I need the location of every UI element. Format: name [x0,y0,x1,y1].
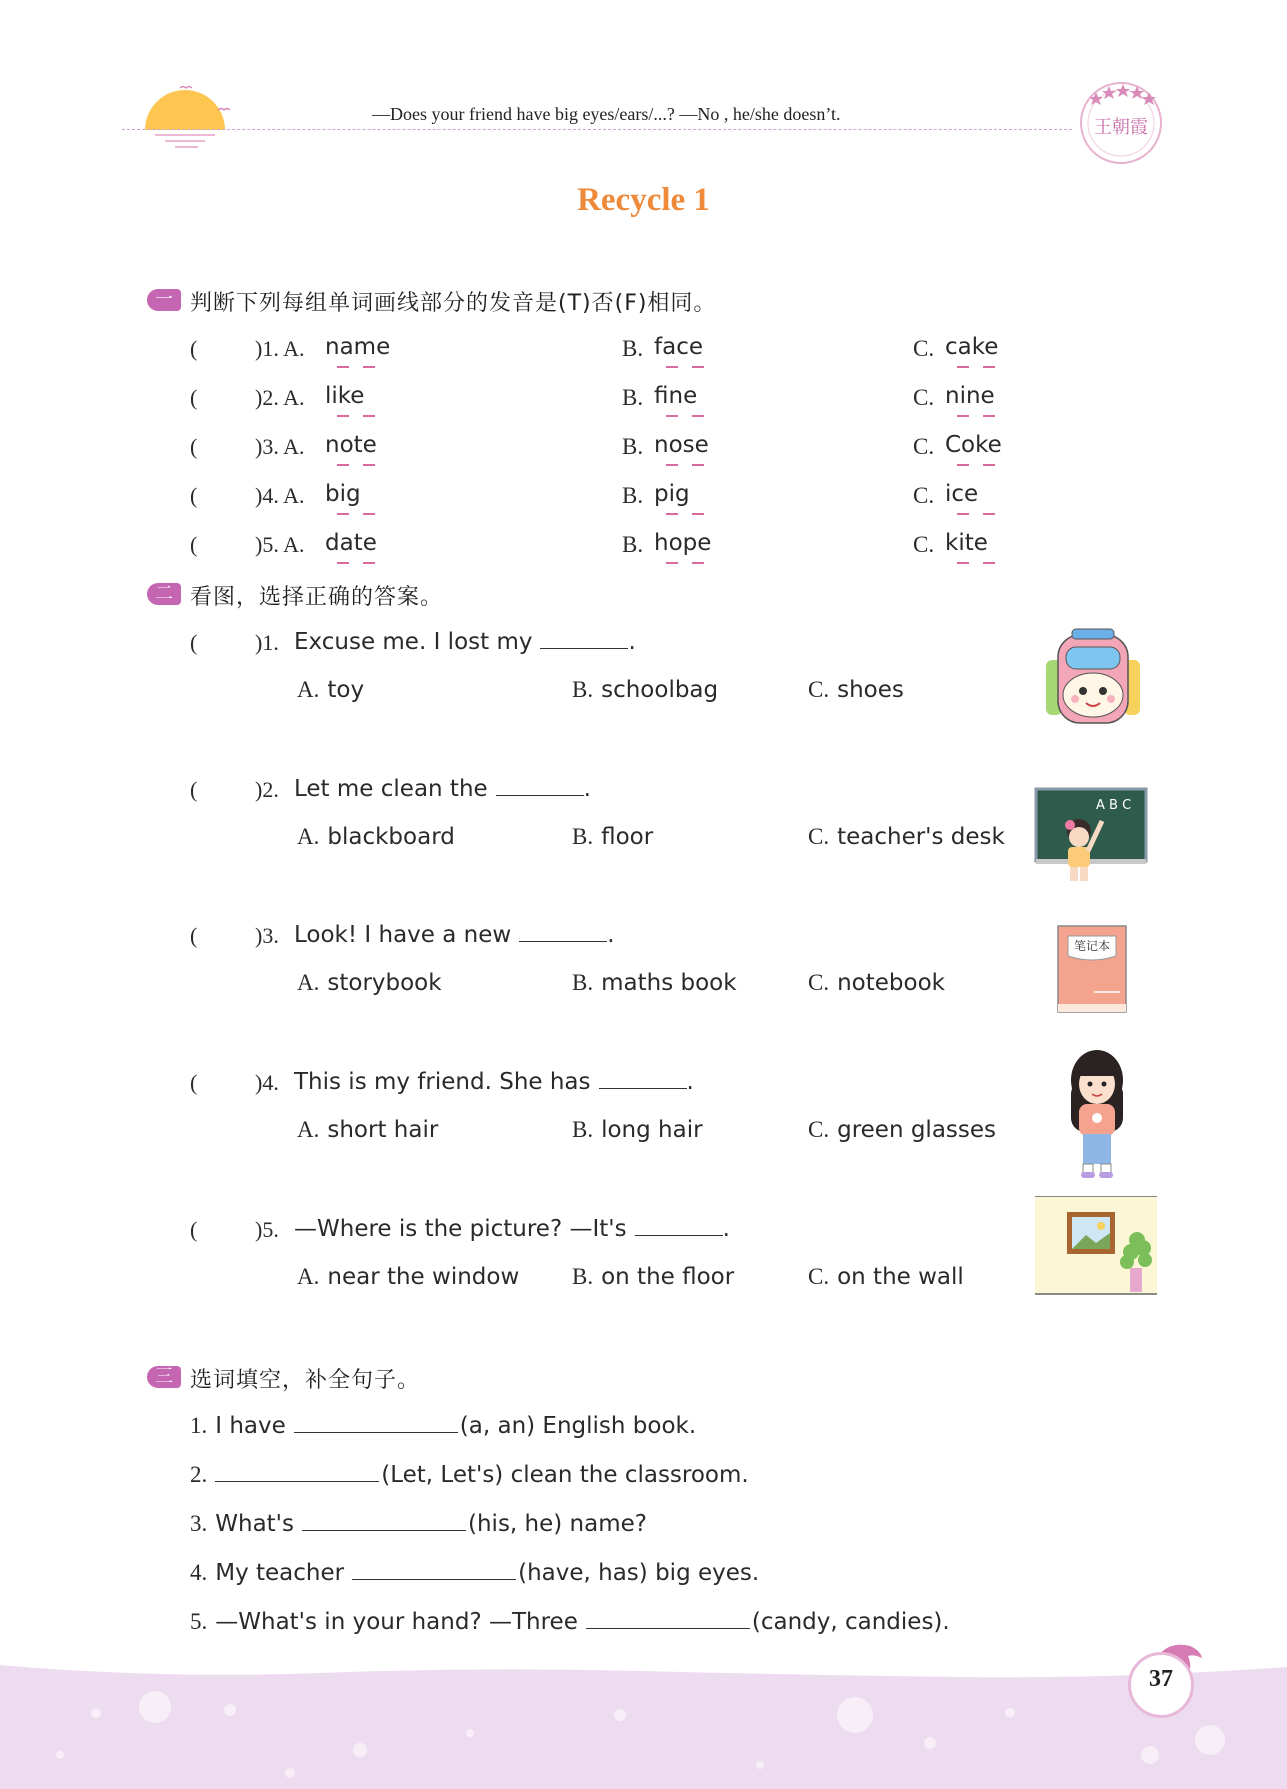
fill-in-sentence [190,1412,696,1439]
footer-wave-decoration [0,1655,1287,1789]
answer-line [540,628,628,649]
option-b[interactable] [572,1264,734,1290]
option-c-label: C. [913,434,935,459]
option-c-label: C. [808,1264,830,1289]
pronunciation-underline [363,464,375,466]
blackboard-text: A B C [1096,798,1132,813]
item-number: 1. [190,1413,208,1438]
answer-blank[interactable] [205,1215,255,1241]
option-c-text: green glasses [837,1117,997,1143]
pronunciation-underline [666,464,678,466]
sentence-before: My teacher [215,1560,345,1586]
pronunciation-underline [983,464,995,466]
pronunciation-underline [337,415,349,417]
pronunciation-underline [692,415,704,417]
pronunciation-underline [337,366,349,368]
pronunciation-underline [957,464,969,466]
question-text [294,775,591,802]
answer-blank[interactable] [205,921,255,947]
pronunciation-underline [337,464,349,466]
option-c-word: ice [945,481,979,507]
option-c-text: on the wall [837,1264,964,1290]
pronunciation-underline [363,415,375,417]
sentence-after: (candy, candies). [751,1609,950,1635]
option-a[interactable] [297,824,455,850]
option-b-text: schoolbag [601,677,719,703]
option-c-word: kite [945,530,988,556]
option-c-label: C. [808,970,830,995]
option-a-text: storybook [327,970,442,996]
pronunciation-underline [666,415,678,417]
pronunciation-underline [983,415,995,417]
question-end: . [607,922,615,948]
question-sentence: Let me clean the [294,776,488,802]
answer-line [635,1215,723,1236]
pronunciation-underline [957,415,969,417]
question-sentence: —Where is the picture? —It's [294,1216,627,1242]
option-c-label: C. [913,532,935,557]
pronunciation-underline [957,513,969,515]
option-b-word: face [654,334,703,360]
pronunciation-underline [363,562,375,564]
option-a-label: A. [297,1264,320,1289]
sentence-after: (a, an) English book. [459,1413,697,1439]
notebook-picture [1054,924,1130,1014]
option-a-word: like [325,383,365,409]
option-c-text: notebook [837,970,945,996]
pronunciation-underline [363,513,375,515]
option-b[interactable] [572,970,737,996]
option-b[interactable] [572,677,718,703]
section2-badge: 二 [147,583,181,605]
option-b-label: B. [622,434,644,459]
sentence-after: (Let, Let's) clean the classroom. [381,1462,749,1488]
pronunciation-underline [666,366,678,368]
section3-title: 选词填空，补全句子。 [190,1368,421,1393]
answer-paren-open: ( [190,630,198,655]
option-b-label: B. [572,1117,594,1142]
wall-picture [1035,1196,1157,1296]
item-number: 3. [190,1511,208,1536]
pronunciation-underline [666,513,678,515]
option-a-word: name [325,334,391,360]
option-b[interactable] [572,824,653,850]
header-divider [122,129,1072,130]
question-number: )5. A. [255,532,305,557]
option-a[interactable] [297,1117,438,1143]
option-b-label: B. [572,1264,594,1289]
option-b-label: B. [572,677,594,702]
fill-in-sentence [190,1461,749,1488]
option-c-text: teacher's desk [837,824,1005,850]
notebook-label: 笔记本 [1073,939,1111,953]
question-text [294,921,615,948]
question-end: . [686,1069,694,1095]
item-number: 2. [190,1462,208,1487]
option-c[interactable] [808,1264,964,1290]
question-text [294,1215,730,1242]
question-sentence: Look! I have a new [294,922,512,948]
pronunciation-underline [983,562,995,564]
option-c-label: C. [913,483,935,508]
fill-in-sentence [190,1510,647,1537]
answer-paren-open: ( [190,434,198,459]
answer-paren-open: ( [190,336,198,361]
fill-in-sentence [190,1608,950,1635]
option-b-word: nose [654,432,709,458]
answer-blank[interactable] [205,481,255,507]
option-a-label: A. [297,824,320,849]
pronunciation-underline [337,513,349,515]
option-b-label: B. [572,970,594,995]
question-end: . [722,1216,730,1242]
pronunciation-underline [692,464,704,466]
option-c-label: C. [808,824,830,849]
option-a-label: A. [297,677,320,702]
answer-blank[interactable] [205,775,255,801]
option-b-text: maths book [601,970,737,996]
fill-in-blank[interactable] [352,1559,516,1580]
answer-paren-open: ( [190,923,198,948]
option-b-text: on the floor [601,1264,735,1290]
option-b[interactable] [572,1117,703,1143]
option-a-text: short hair [327,1117,439,1143]
fill-in-sentence [190,1559,759,1586]
option-b-label: B. [622,483,644,508]
option-a-label: A. [297,970,320,995]
option-c-word: nine [945,383,995,409]
option-c[interactable] [808,970,945,996]
fill-in-blank[interactable] [294,1412,458,1433]
answer-line [599,1068,687,1089]
answer-paren-open: ( [190,1217,198,1242]
option-b-text: floor [601,824,654,850]
option-a-text: blackboard [327,824,455,850]
pronunciation-underline [363,366,375,368]
question-number: )4. A. [255,483,305,508]
sunset-decoration-icon [140,85,240,155]
option-b-text: long hair [601,1117,703,1143]
answer-paren-open: ( [190,483,198,508]
sentence-before: —What's in your hand? —Three [215,1609,578,1635]
option-b-label: B. [622,532,644,557]
option-b-word: fine [654,383,698,409]
girl-picture [1063,1046,1131,1180]
answer-blank[interactable] [205,383,255,409]
answer-blank[interactable] [205,334,255,360]
question-number: )5. [255,1217,279,1242]
option-a-text: near the window [327,1264,520,1290]
fill-in-blank[interactable] [586,1608,750,1629]
answer-paren-open: ( [190,1070,198,1095]
question-end: . [628,629,636,655]
option-b-label: B. [572,824,594,849]
pronunciation-underline [983,513,995,515]
sentence-before: What's [215,1511,294,1537]
pronunciation-underline [337,562,349,564]
pronunciation-underline [692,366,704,368]
answer-blank[interactable] [205,530,255,556]
option-a[interactable] [297,970,442,996]
option-a-text: toy [327,677,365,703]
pronunciation-underline [957,366,969,368]
answer-blank[interactable] [205,1068,255,1094]
option-a-word: note [325,432,377,458]
fill-in-blank[interactable] [302,1510,466,1531]
option-c[interactable] [808,677,904,703]
answer-paren-open: ( [190,532,198,557]
pronunciation-underline [692,562,704,564]
option-b-label: B. [622,385,644,410]
header-sentence: —Does your friend have big eyes/ears/...? —No , he/she doesn’t. [372,104,841,124]
question-sentence: Excuse me. I lost my [294,629,533,655]
option-c[interactable] [808,1117,996,1143]
schoolbag-picture [1038,625,1148,727]
answer-blank[interactable] [205,628,255,654]
question-number: )4. [255,1070,279,1095]
option-b-label: B. [622,336,644,361]
option-c-label: C. [913,385,935,410]
option-b-word: pig [654,481,690,507]
answer-paren-open: ( [190,777,198,802]
option-a-word: date [325,530,377,556]
question-number: )1. [255,630,279,655]
question-text [294,628,636,655]
question-number: )3. [255,923,279,948]
pronunciation-underline [692,513,704,515]
answer-line [519,921,607,942]
question-number: )1. A. [255,336,305,361]
option-c-label: C. [808,1117,830,1142]
question-number: )2. [255,777,279,802]
answer-line [496,775,584,796]
section2-title: 看图，选择正确的答案。 [190,585,444,610]
option-a-word: big [325,481,361,507]
option-c-word: cake [945,334,999,360]
sentence-after: (have, has) big eyes. [518,1560,760,1586]
blackboard-picture [1034,785,1150,885]
pronunciation-underline [957,562,969,564]
option-a[interactable] [297,677,364,703]
item-number: 5. [190,1609,208,1634]
question-end: . [583,776,591,802]
option-c[interactable] [808,824,1005,850]
option-b-word: hope [654,530,712,556]
item-number: 4. [190,1560,208,1585]
option-a-label: A. [297,1117,320,1142]
question-text [294,1068,694,1095]
page-title: Recycle 1 [577,182,710,218]
answer-blank[interactable] [205,432,255,458]
fill-in-blank[interactable] [215,1461,379,1482]
question-number: )3. A. [255,434,305,459]
question-sentence: This is my friend. She has [294,1069,591,1095]
option-c-word: Coke [945,432,1002,458]
option-c-label: C. [913,336,935,361]
option-a[interactable] [297,1264,519,1290]
option-c-label: C. [808,677,830,702]
sentence-after: (his, he) name? [468,1511,647,1537]
brand-stamp-icon [1076,78,1166,168]
pronunciation-underline [983,366,995,368]
section3-badge: 三 [147,1366,181,1388]
page-number: 37 [1149,1666,1173,1692]
section1-title: 判断下列每组单词画线部分的发音是(T)否(F)相同。 [190,291,717,316]
question-number: )2. A. [255,385,305,410]
answer-paren-open: ( [190,385,198,410]
stamp-text: 王朝霞 [1094,117,1148,138]
sentence-before: I have [215,1413,286,1439]
pronunciation-underline [666,562,678,564]
option-c-text: shoes [837,677,904,703]
section1-badge: 一 [147,289,181,311]
